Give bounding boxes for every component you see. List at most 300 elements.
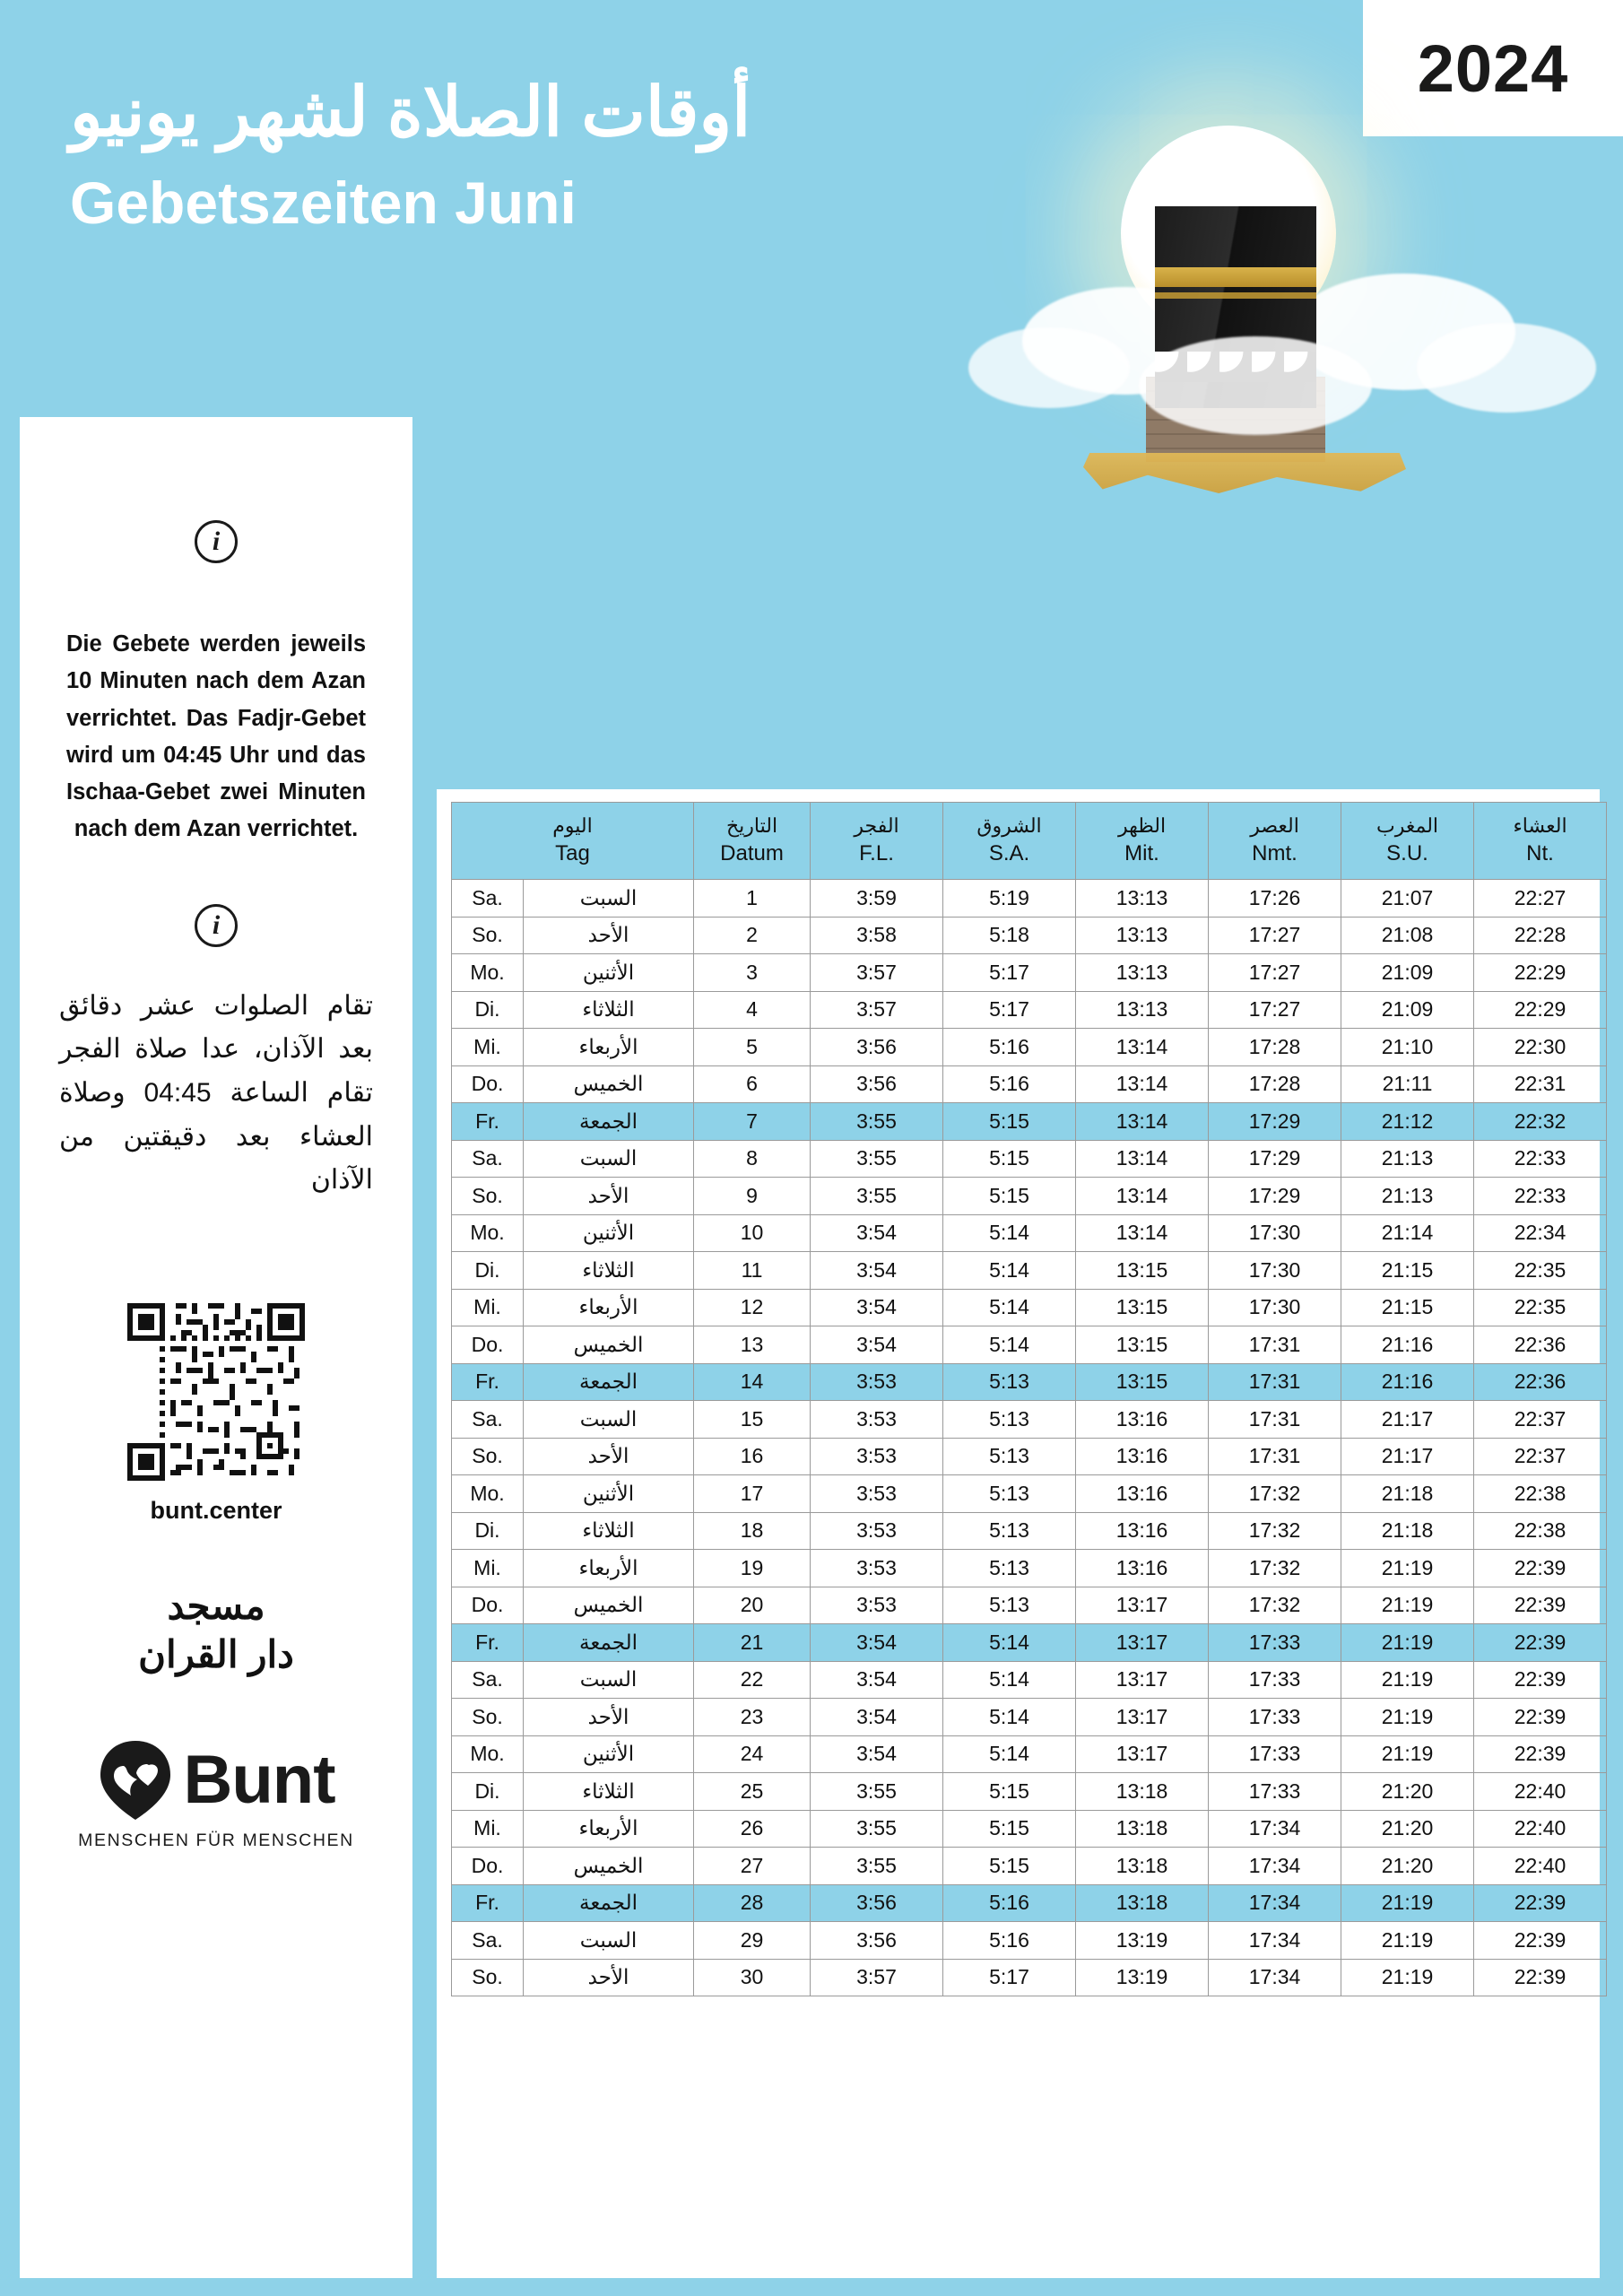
column-header-asr: [1209, 803, 1341, 880]
cell-date: 13: [694, 1326, 811, 1364]
kaaba-gold-band-lower: [1155, 292, 1316, 299]
cell-maghrib: 21:20: [1341, 1773, 1474, 1811]
cell-date: 18: [694, 1512, 811, 1550]
cell-fajr: 3:55: [811, 1140, 943, 1178]
cell-isha: 22:32: [1474, 1103, 1607, 1141]
cell-day-de: Sa.: [452, 1922, 524, 1960]
cell-sunrise: 5:15: [943, 1848, 1076, 1885]
cell-day-de: Sa.: [452, 1401, 524, 1439]
cell-isha: 22:38: [1474, 1512, 1607, 1550]
cell-date: 5: [694, 1029, 811, 1066]
cell-maghrib: 21:12: [1341, 1103, 1474, 1141]
cell-maghrib: 21:16: [1341, 1326, 1474, 1364]
column-header-dhuhr: [1076, 803, 1209, 880]
cell-fajr: 3:57: [811, 991, 943, 1029]
cell-day-ar: الأثنين: [524, 1475, 694, 1513]
cell-date: 27: [694, 1848, 811, 1885]
logo-tagline: MENSCHEN FÜR MENSCHEN: [78, 1831, 354, 1851]
cell-isha: 22:39: [1474, 1699, 1607, 1736]
cell-isha: 22:33: [1474, 1140, 1607, 1178]
cell-maghrib: 21:13: [1341, 1178, 1474, 1215]
cell-day-de: So.: [452, 1699, 524, 1736]
cloud-icon: [968, 327, 1130, 408]
cell-date: 19: [694, 1550, 811, 1587]
cell-dhuhr: 13:19: [1076, 1922, 1209, 1960]
qr-code-block[interactable]: [127, 1303, 305, 1525]
cell-dhuhr: 13:13: [1076, 954, 1209, 992]
cell-isha: 22:36: [1474, 1326, 1607, 1364]
cell-asr: 17:34: [1209, 1922, 1341, 1960]
qr-code-icon[interactable]: [127, 1303, 305, 1481]
cell-sunrise: 5:13: [943, 1438, 1076, 1475]
cell-dhuhr: 13:17: [1076, 1699, 1209, 1736]
column-header-isha: [1474, 803, 1607, 880]
cell-dhuhr: 13:15: [1076, 1326, 1209, 1364]
table-row: [452, 1140, 1607, 1178]
cell-day-ar: الأثنين: [524, 954, 694, 992]
table-row: [452, 1624, 1607, 1662]
cell-day-de: Mi.: [452, 1550, 524, 1587]
cell-sunrise: 5:14: [943, 1326, 1076, 1364]
cell-asr: 17:30: [1209, 1289, 1341, 1326]
table-row: [452, 1699, 1607, 1736]
table-row: [452, 880, 1607, 918]
column-header-dhuhr-de: Mit.: [1124, 841, 1159, 866]
cell-maghrib: 21:20: [1341, 1810, 1474, 1848]
cell-asr: 17:32: [1209, 1475, 1341, 1513]
cell-fajr: 3:55: [811, 1848, 943, 1885]
table-row: [452, 954, 1607, 992]
cell-isha: 22:29: [1474, 991, 1607, 1029]
cell-dhuhr: 13:16: [1076, 1438, 1209, 1475]
cell-dhuhr: 13:17: [1076, 1735, 1209, 1773]
cell-maghrib: 21:19: [1341, 1624, 1474, 1662]
cell-fajr: 3:54: [811, 1735, 943, 1773]
cell-fajr: 3:54: [811, 1289, 943, 1326]
cell-maghrib: 21:19: [1341, 1922, 1474, 1960]
column-header-day-de: Tag: [555, 841, 590, 866]
cell-date: 22: [694, 1661, 811, 1699]
cell-asr: 17:28: [1209, 1065, 1341, 1103]
cell-isha: 22:39: [1474, 1587, 1607, 1624]
cloud-icon: [1417, 323, 1596, 413]
table-row: [452, 1289, 1607, 1326]
cell-day-ar: السبت: [524, 1922, 694, 1960]
cell-fajr: 3:54: [811, 1214, 943, 1252]
logo-wordmark: Bunt: [183, 1742, 335, 1819]
cell-date: 7: [694, 1103, 811, 1141]
mosque-name: [20, 1582, 412, 1679]
cell-day-de: Do.: [452, 1065, 524, 1103]
cell-date: 10: [694, 1214, 811, 1252]
cell-date: 8: [694, 1140, 811, 1178]
cell-day-ar: الأحد: [524, 1959, 694, 1996]
cell-day-de: Di.: [452, 1512, 524, 1550]
cell-day-ar: الأحد: [524, 917, 694, 954]
table-row: [452, 1959, 1607, 1996]
cell-sunrise: 5:19: [943, 880, 1076, 918]
info-icon: i: [195, 904, 238, 947]
cell-asr: 17:34: [1209, 1810, 1341, 1848]
cell-dhuhr: 13:17: [1076, 1624, 1209, 1662]
cell-day-ar: السبت: [524, 1401, 694, 1439]
cell-maghrib: 21:19: [1341, 1661, 1474, 1699]
prayer-times-table: [451, 802, 1607, 1996]
cell-dhuhr: 13:13: [1076, 880, 1209, 918]
cell-fajr: 3:53: [811, 1363, 943, 1401]
cell-day-ar: الأحد: [524, 1438, 694, 1475]
cell-day-ar: الخميس: [524, 1848, 694, 1885]
cell-maghrib: 21:20: [1341, 1848, 1474, 1885]
cell-sunrise: 5:15: [943, 1810, 1076, 1848]
cell-asr: 17:26: [1209, 880, 1341, 918]
logo-row: [97, 1739, 334, 1822]
year-label: 2024: [1417, 30, 1569, 106]
cell-dhuhr: 13:18: [1076, 1848, 1209, 1885]
column-header-asr-de: Nmt.: [1252, 841, 1298, 866]
cell-sunrise: 5:18: [943, 917, 1076, 954]
cell-asr: 17:27: [1209, 917, 1341, 954]
cell-asr: 17:31: [1209, 1401, 1341, 1439]
cell-day-ar: الأربعاء: [524, 1810, 694, 1848]
cell-asr: 17:29: [1209, 1103, 1341, 1141]
cell-date: 23: [694, 1699, 811, 1736]
cell-isha: 22:39: [1474, 1884, 1607, 1922]
cell-sunrise: 5:16: [943, 1029, 1076, 1066]
cell-day-ar: الجمعة: [524, 1884, 694, 1922]
column-header-maghrib: [1341, 803, 1474, 880]
cell-sunrise: 5:13: [943, 1587, 1076, 1624]
cell-isha: 22:34: [1474, 1214, 1607, 1252]
column-header-day-ar: اليوم: [552, 814, 593, 838]
cell-day-ar: الجمعة: [524, 1363, 694, 1401]
cell-maghrib: 21:11: [1341, 1065, 1474, 1103]
cell-day-ar: الخميس: [524, 1065, 694, 1103]
cell-isha: 22:40: [1474, 1773, 1607, 1811]
cell-sunrise: 5:13: [943, 1401, 1076, 1439]
cell-isha: 22:37: [1474, 1438, 1607, 1475]
cell-sunrise: 5:16: [943, 1922, 1076, 1960]
cell-sunrise: 5:15: [943, 1140, 1076, 1178]
cell-fajr: 3:54: [811, 1624, 943, 1662]
cell-isha: 22:30: [1474, 1029, 1607, 1066]
cell-asr: 17:29: [1209, 1178, 1341, 1215]
cell-day-ar: الخميس: [524, 1587, 694, 1624]
cell-day-de: Sa.: [452, 880, 524, 918]
cell-dhuhr: 13:17: [1076, 1587, 1209, 1624]
cell-dhuhr: 13:13: [1076, 991, 1209, 1029]
cell-day-ar: الثلاثاء: [524, 991, 694, 1029]
cell-dhuhr: 13:14: [1076, 1178, 1209, 1215]
cell-asr: 17:27: [1209, 954, 1341, 992]
table-row: [452, 1401, 1607, 1439]
cell-day-de: Mi.: [452, 1029, 524, 1066]
cell-day-de: Do.: [452, 1587, 524, 1624]
cell-day-ar: الثلاثاء: [524, 1773, 694, 1811]
cell-day-de: So.: [452, 1959, 524, 1996]
table-row: [452, 1661, 1607, 1699]
cell-day-ar: الأربعاء: [524, 1550, 694, 1587]
cell-fajr: 3:53: [811, 1550, 943, 1587]
cell-dhuhr: 13:15: [1076, 1252, 1209, 1290]
cell-day-de: Do.: [452, 1326, 524, 1364]
info-icon: i: [195, 520, 238, 563]
table-head: [452, 803, 1607, 880]
cell-isha: 22:31: [1474, 1065, 1607, 1103]
cell-asr: 17:31: [1209, 1363, 1341, 1401]
column-header-maghrib-ar: المغرب: [1376, 814, 1439, 838]
cell-dhuhr: 13:16: [1076, 1475, 1209, 1513]
cell-sunrise: 5:15: [943, 1773, 1076, 1811]
cell-maghrib: 21:19: [1341, 1550, 1474, 1587]
table-row: [452, 1773, 1607, 1811]
cloud-icon: [1139, 336, 1372, 435]
cell-date: 30: [694, 1959, 811, 1996]
cell-day-de: Mo.: [452, 1735, 524, 1773]
table-row: [452, 1214, 1607, 1252]
table-header-row: [452, 803, 1607, 880]
cell-day-ar: الأحد: [524, 1699, 694, 1736]
column-header-sunrise: [943, 803, 1076, 880]
cell-asr: 17:33: [1209, 1661, 1341, 1699]
cell-asr: 17:33: [1209, 1773, 1341, 1811]
cell-isha: 22:39: [1474, 1550, 1607, 1587]
cell-isha: 22:40: [1474, 1810, 1607, 1848]
cell-day-ar: الأربعاء: [524, 1289, 694, 1326]
column-header-sunrise-de: S.A.: [988, 841, 1030, 866]
cell-day-ar: الخميس: [524, 1326, 694, 1364]
cell-fajr: 3:55: [811, 1773, 943, 1811]
cell-isha: 22:39: [1474, 1922, 1607, 1960]
cell-asr: 17:29: [1209, 1140, 1341, 1178]
column-header-date-de: Datum: [720, 841, 784, 866]
cell-isha: 22:39: [1474, 1624, 1607, 1662]
cell-fajr: 3:56: [811, 1922, 943, 1960]
cell-maghrib: 21:14: [1341, 1214, 1474, 1252]
cell-asr: 17:30: [1209, 1214, 1341, 1252]
cell-fajr: 3:58: [811, 917, 943, 954]
table-row: [452, 1475, 1607, 1513]
cell-sunrise: 5:14: [943, 1699, 1076, 1736]
qr-code-label: bunt.center: [150, 1496, 282, 1524]
cell-dhuhr: 13:14: [1076, 1214, 1209, 1252]
cell-day-de: Di.: [452, 1773, 524, 1811]
cell-day-de: Do.: [452, 1848, 524, 1885]
cell-isha: 22:39: [1474, 1735, 1607, 1773]
cell-sunrise: 5:14: [943, 1735, 1076, 1773]
cell-maghrib: 21:19: [1341, 1959, 1474, 1996]
cell-date: 29: [694, 1922, 811, 1960]
cell-fajr: 3:54: [811, 1661, 943, 1699]
cell-day-ar: الثلاثاء: [524, 1252, 694, 1290]
cell-date: 6: [694, 1065, 811, 1103]
cell-day-de: Mo.: [452, 1475, 524, 1513]
table-row: [452, 1363, 1607, 1401]
table-row: [452, 1178, 1607, 1215]
cell-fajr: 3:57: [811, 1959, 943, 1996]
table-row: [452, 917, 1607, 954]
table-row: [452, 1922, 1607, 1960]
cell-isha: 22:35: [1474, 1289, 1607, 1326]
cell-fajr: 3:56: [811, 1065, 943, 1103]
cell-dhuhr: 13:18: [1076, 1773, 1209, 1811]
cell-dhuhr: 13:13: [1076, 917, 1209, 954]
cell-asr: 17:34: [1209, 1884, 1341, 1922]
table-row: [452, 1103, 1607, 1141]
mosque-name-line-1: مسجد: [167, 1584, 265, 1627]
cell-maghrib: 21:09: [1341, 991, 1474, 1029]
cell-fajr: 3:55: [811, 1178, 943, 1215]
table-row: [452, 1326, 1607, 1364]
cell-fajr: 3:56: [811, 1029, 943, 1066]
table-row: [452, 1735, 1607, 1773]
note-german: Die Gebete werden jeweils 10 Minuten nach dem Azan verrichtet. Das Fadjr-Gebet wird um 04:45 Uhr und das Ischaa-Gebet zwei Minuten nach dem Azan verrichtet.: [66, 631, 366, 842]
column-header-date: [694, 803, 811, 880]
cell-sunrise: 5:17: [943, 1959, 1076, 1996]
cell-sunrise: 5:17: [943, 954, 1076, 992]
cell-isha: 22:38: [1474, 1475, 1607, 1513]
cell-maghrib: 21:16: [1341, 1363, 1474, 1401]
cell-dhuhr: 13:18: [1076, 1884, 1209, 1922]
cell-day-ar: السبت: [524, 1661, 694, 1699]
page-header: [70, 70, 967, 239]
cell-day-de: So.: [452, 1178, 524, 1215]
cell-dhuhr: 13:19: [1076, 1959, 1209, 1996]
cell-fajr: 3:53: [811, 1475, 943, 1513]
cell-date: 25: [694, 1773, 811, 1811]
cell-fajr: 3:57: [811, 954, 943, 992]
cell-sunrise: 5:16: [943, 1065, 1076, 1103]
cell-day-de: Mi.: [452, 1289, 524, 1326]
cell-date: 26: [694, 1810, 811, 1848]
table-body: [452, 880, 1607, 1996]
cell-day-ar: الأثنين: [524, 1735, 694, 1773]
cell-day-de: So.: [452, 917, 524, 954]
cell-day-ar: الأربعاء: [524, 1029, 694, 1066]
cell-asr: 17:32: [1209, 1587, 1341, 1624]
cell-date: 14: [694, 1363, 811, 1401]
kaaba-gold-band: [1155, 267, 1316, 287]
bunt-logo: [55, 1739, 378, 1851]
cell-asr: 17:34: [1209, 1959, 1341, 1996]
cell-isha: 22:40: [1474, 1848, 1607, 1885]
cell-day-de: Fr.: [452, 1884, 524, 1922]
cell-day-de: Fr.: [452, 1624, 524, 1662]
cell-date: 21: [694, 1624, 811, 1662]
table-row: [452, 1512, 1607, 1550]
cell-date: 11: [694, 1252, 811, 1290]
cell-maghrib: 21:19: [1341, 1884, 1474, 1922]
cell-date: 20: [694, 1587, 811, 1624]
cell-asr: 17:33: [1209, 1699, 1341, 1736]
cell-fajr: 3:54: [811, 1252, 943, 1290]
column-header-fajr-de: F.L.: [859, 841, 894, 866]
cell-maghrib: 21:17: [1341, 1401, 1474, 1439]
cell-day-ar: السبت: [524, 1140, 694, 1178]
cell-date: 1: [694, 880, 811, 918]
cell-asr: 17:34: [1209, 1848, 1341, 1885]
cell-sunrise: 5:14: [943, 1214, 1076, 1252]
cell-asr: 17:31: [1209, 1326, 1341, 1364]
cell-date: 3: [694, 954, 811, 992]
cell-isha: 22:39: [1474, 1661, 1607, 1699]
cell-isha: 22:39: [1474, 1959, 1607, 1996]
column-header-sunrise-ar: الشروق: [976, 814, 1042, 838]
cell-day-de: Mo.: [452, 954, 524, 992]
cell-dhuhr: 13:14: [1076, 1140, 1209, 1178]
cell-dhuhr: 13:14: [1076, 1103, 1209, 1141]
cell-sunrise: 5:13: [943, 1550, 1076, 1587]
cell-maghrib: 21:15: [1341, 1289, 1474, 1326]
cell-maghrib: 21:07: [1341, 880, 1474, 918]
cell-day-de: Fr.: [452, 1363, 524, 1401]
cell-date: 12: [694, 1289, 811, 1326]
cell-isha: 22:36: [1474, 1363, 1607, 1401]
page-title-german: Gebetszeiten Juni: [70, 170, 577, 236]
cell-date: 9: [694, 1178, 811, 1215]
cell-day-de: Mo.: [452, 1214, 524, 1252]
sand-splash: [1083, 453, 1406, 493]
cell-fajr: 3:53: [811, 1438, 943, 1475]
cell-dhuhr: 13:15: [1076, 1289, 1209, 1326]
cell-asr: 17:27: [1209, 991, 1341, 1029]
table-row: [452, 1587, 1607, 1624]
column-header-maghrib-de: S.U.: [1386, 841, 1428, 866]
table-row: [452, 1550, 1607, 1587]
cell-date: 28: [694, 1884, 811, 1922]
cell-dhuhr: 13:18: [1076, 1810, 1209, 1848]
cell-dhuhr: 13:15: [1076, 1363, 1209, 1401]
cell-date: 15: [694, 1401, 811, 1439]
cell-maghrib: 21:19: [1341, 1699, 1474, 1736]
table-row: [452, 991, 1607, 1029]
column-header-isha-ar: العشاء: [1513, 814, 1567, 838]
cell-day-ar: السبت: [524, 880, 694, 918]
sidebar: [20, 417, 412, 2278]
table-row: [452, 1848, 1607, 1885]
cell-sunrise: 5:15: [943, 1103, 1076, 1141]
cell-dhuhr: 13:16: [1076, 1512, 1209, 1550]
cell-fajr: 3:54: [811, 1326, 943, 1364]
cell-isha: 22:35: [1474, 1252, 1607, 1290]
cell-day-ar: الثلاثاء: [524, 1512, 694, 1550]
cell-maghrib: 21:18: [1341, 1475, 1474, 1513]
cell-day-de: So.: [452, 1438, 524, 1475]
cell-asr: 17:28: [1209, 1029, 1341, 1066]
cell-day-ar: الجمعة: [524, 1624, 694, 1662]
cell-isha: 22:37: [1474, 1401, 1607, 1439]
column-header-fajr: [811, 803, 943, 880]
cell-fajr: 3:53: [811, 1401, 943, 1439]
cell-maghrib: 21:18: [1341, 1512, 1474, 1550]
cell-day-ar: الأحد: [524, 1178, 694, 1215]
cell-isha: 22:29: [1474, 954, 1607, 992]
cell-date: 17: [694, 1475, 811, 1513]
cell-isha: 22:28: [1474, 917, 1607, 954]
cell-day-de: Mi.: [452, 1810, 524, 1848]
cell-isha: 22:27: [1474, 880, 1607, 918]
cell-isha: 22:33: [1474, 1178, 1607, 1215]
table-row: [452, 1810, 1607, 1848]
column-header-fajr-ar: الفجر: [854, 814, 899, 838]
cell-sunrise: 5:17: [943, 991, 1076, 1029]
page-title-arabic: أوقات الصلاة لشهر يونيو: [70, 74, 751, 151]
prayer-times-panel: [437, 789, 1600, 2278]
cell-dhuhr: 13:14: [1076, 1065, 1209, 1103]
cell-asr: 17:30: [1209, 1252, 1341, 1290]
cell-dhuhr: 13:16: [1076, 1550, 1209, 1587]
cell-day-de: Di.: [452, 991, 524, 1029]
